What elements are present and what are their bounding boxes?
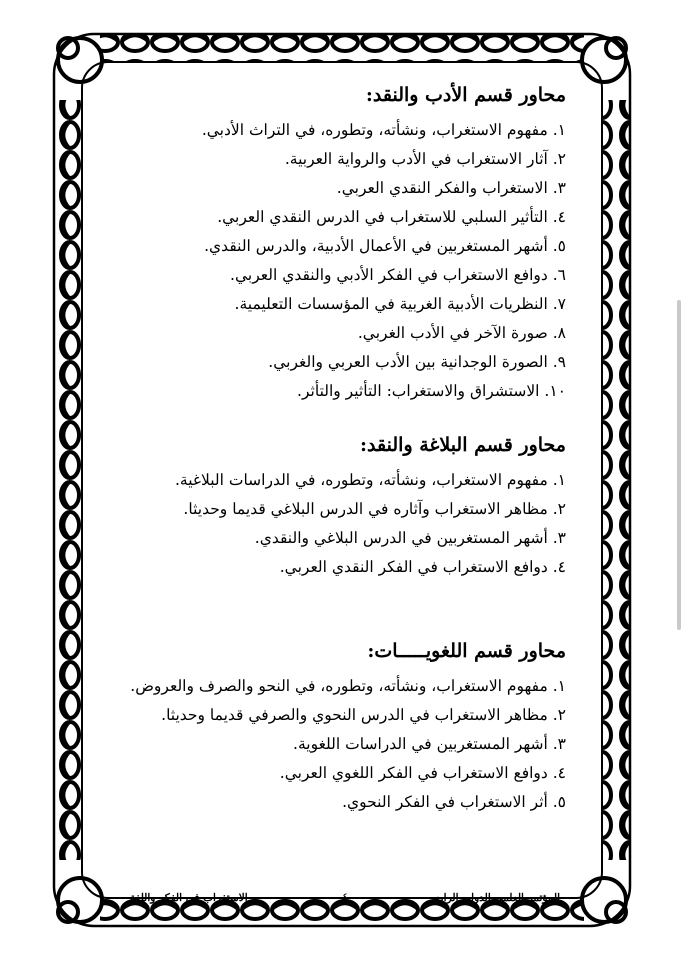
document-body bbox=[120, 82, 566, 817]
list-item: ٢. آثار الاستغراب في الأدب والرواية العربية. bbox=[284, 150, 566, 168]
section-title: محاور قسم الأدب والنقد: bbox=[365, 84, 566, 106]
list-item: ٩. الصورة الوجدانية بين الأدب العربي والغربي. bbox=[268, 353, 566, 371]
list-item: ٥. أثر الاستغراب في الفكر النحوي. bbox=[342, 793, 566, 811]
list-item: ٢. مظاهر الاستغراب في الدرس النحوي والصرفي قديما وحديثا. bbox=[161, 706, 566, 724]
list-item: ٢. مظاهر الاستغراب وآثاره في الدرس البلاغي قديما وحديثا. bbox=[183, 500, 566, 518]
section-linguistics bbox=[120, 638, 566, 817]
list-item: ٤. دوافع الاستغراب في الفكر اللغوي العربي. bbox=[279, 764, 566, 782]
scrollbar[interactable] bbox=[677, 300, 681, 630]
list-item: ٨. صورة الآخر في الأدب الغربي. bbox=[357, 324, 566, 342]
topic-list bbox=[120, 466, 566, 582]
section-rhetoric-criticism bbox=[120, 432, 566, 582]
topic-list bbox=[120, 672, 566, 817]
list-item: ٦. دوافع الاستغراب في الفكر الأدبي والنقدي العربي. bbox=[230, 266, 566, 284]
list-item: ٧. النظريات الأدبية الغربية في المؤسسات التعليمية. bbox=[234, 295, 566, 313]
footer-conference-theme: الاستغراب في الفكر واللغة bbox=[130, 892, 248, 904]
list-item: ١٠. الاستشراق والاستغراب: التأثير والتأثر. bbox=[297, 382, 566, 400]
list-item: ٣. الاستغراب والفكر النقدي العربي. bbox=[336, 179, 566, 197]
list-item: ١. مفهوم الاستغراب، ونشأته، وتطوره، في النحو والصرف والعروض. bbox=[130, 677, 566, 695]
topic-list bbox=[120, 116, 566, 406]
list-item: ١. مفهوم الاستغراب، ونشأته، وتطوره، في التراث الأدبي. bbox=[201, 121, 566, 139]
section-literature-criticism bbox=[120, 82, 566, 406]
section-title: محاور قسم البلاغة والنقد: bbox=[360, 434, 566, 456]
list-item: ٥. أشهر المستغربين في الأعمال الأدبية، والدرس النقدي. bbox=[204, 237, 566, 255]
list-item: ٤. دوافع الاستغراب في الفكر النقدي العربي. bbox=[279, 558, 566, 576]
list-item: ٣. أشهر المستغربين في الدرس البلاغي والنقدي. bbox=[254, 529, 566, 547]
list-item: ٤. التأثير السلبي للاستغراب في الدرس النقدي العربي. bbox=[217, 208, 566, 226]
footer-conference-name: المؤتمر العلمي الدولي الرابع bbox=[435, 892, 560, 904]
page-number: - ٤ - bbox=[334, 890, 357, 904]
list-item: ٣. أشهر المستغربين في الدراسات اللغوية. bbox=[293, 735, 566, 753]
list-item: ١. مفهوم الاستغراب، ونشأته، وتطوره، في الدراسات البلاغية. bbox=[174, 471, 566, 489]
section-title: محاور قسم اللغويـــــات: bbox=[367, 640, 566, 662]
